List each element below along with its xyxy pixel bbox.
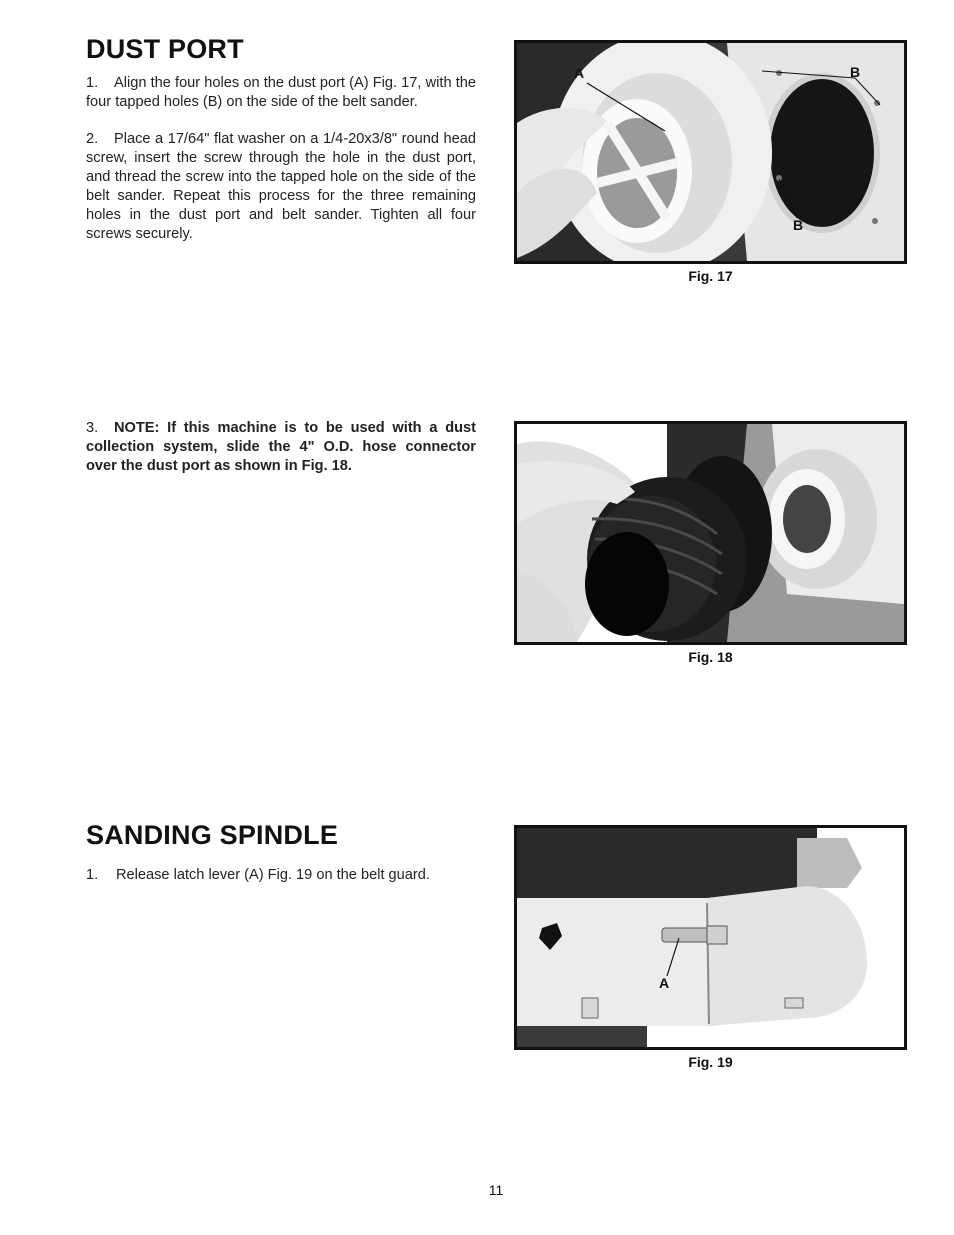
step-text: Release latch lever (A) Fig. 19 on the belt guard. bbox=[116, 867, 430, 883]
callout-a: A bbox=[574, 65, 585, 81]
figure-17-caption: Fig. 17 bbox=[688, 268, 733, 284]
step-number: 3. bbox=[86, 420, 99, 436]
figure-19-caption: Fig. 19 bbox=[688, 1054, 733, 1070]
page-number: 11 bbox=[488, 1182, 504, 1198]
section-title-dust-port: DUST PORT bbox=[86, 34, 244, 64]
callout-b-bottom: B bbox=[793, 217, 804, 233]
step-text: NOTE: If this machine is to be used with a dust collection system, slide the 4" O.D. hose connector over the dust port as shown in Fig. 18. bbox=[86, 420, 476, 474]
step-number: 1. bbox=[86, 75, 99, 91]
section-title-sanding-spindle: SANDING SPINDLE bbox=[86, 820, 339, 850]
belt-guard-photo-illustration bbox=[517, 828, 904, 1047]
figure-19-photo bbox=[514, 825, 907, 1050]
step-text: Align the four holes on the dust port (A) Fig. 17, with the four tapped holes (B) on the side of the belt sander. bbox=[86, 75, 476, 110]
hose-connector-photo-illustration bbox=[517, 424, 904, 642]
figure-18-photo bbox=[514, 421, 907, 645]
dust-port-step-2 bbox=[86, 130, 476, 244]
step-number: 2. bbox=[86, 131, 99, 147]
step-text: Place a 17/64" flat washer on a 1/4-20x3/8" round head screw, insert the screw through the hole in the dust port, and thread the screw into the tapped hole on the side of the belt sander. Repeat this process for the three remaining holes in the dust port and belt sander. Tighten all four screws securely. bbox=[86, 131, 476, 242]
step-number: 1. bbox=[86, 867, 99, 883]
figure-17-photo bbox=[514, 40, 907, 264]
dust-port-photo-illustration bbox=[517, 43, 904, 261]
figure-18-caption: Fig. 18 bbox=[688, 649, 733, 665]
dust-port-step-3 bbox=[86, 419, 476, 476]
sanding-spindle-step-1 bbox=[86, 866, 476, 885]
callout-a: A bbox=[659, 975, 670, 991]
callout-b-top: B bbox=[850, 64, 861, 80]
dust-port-step-1 bbox=[86, 74, 476, 112]
